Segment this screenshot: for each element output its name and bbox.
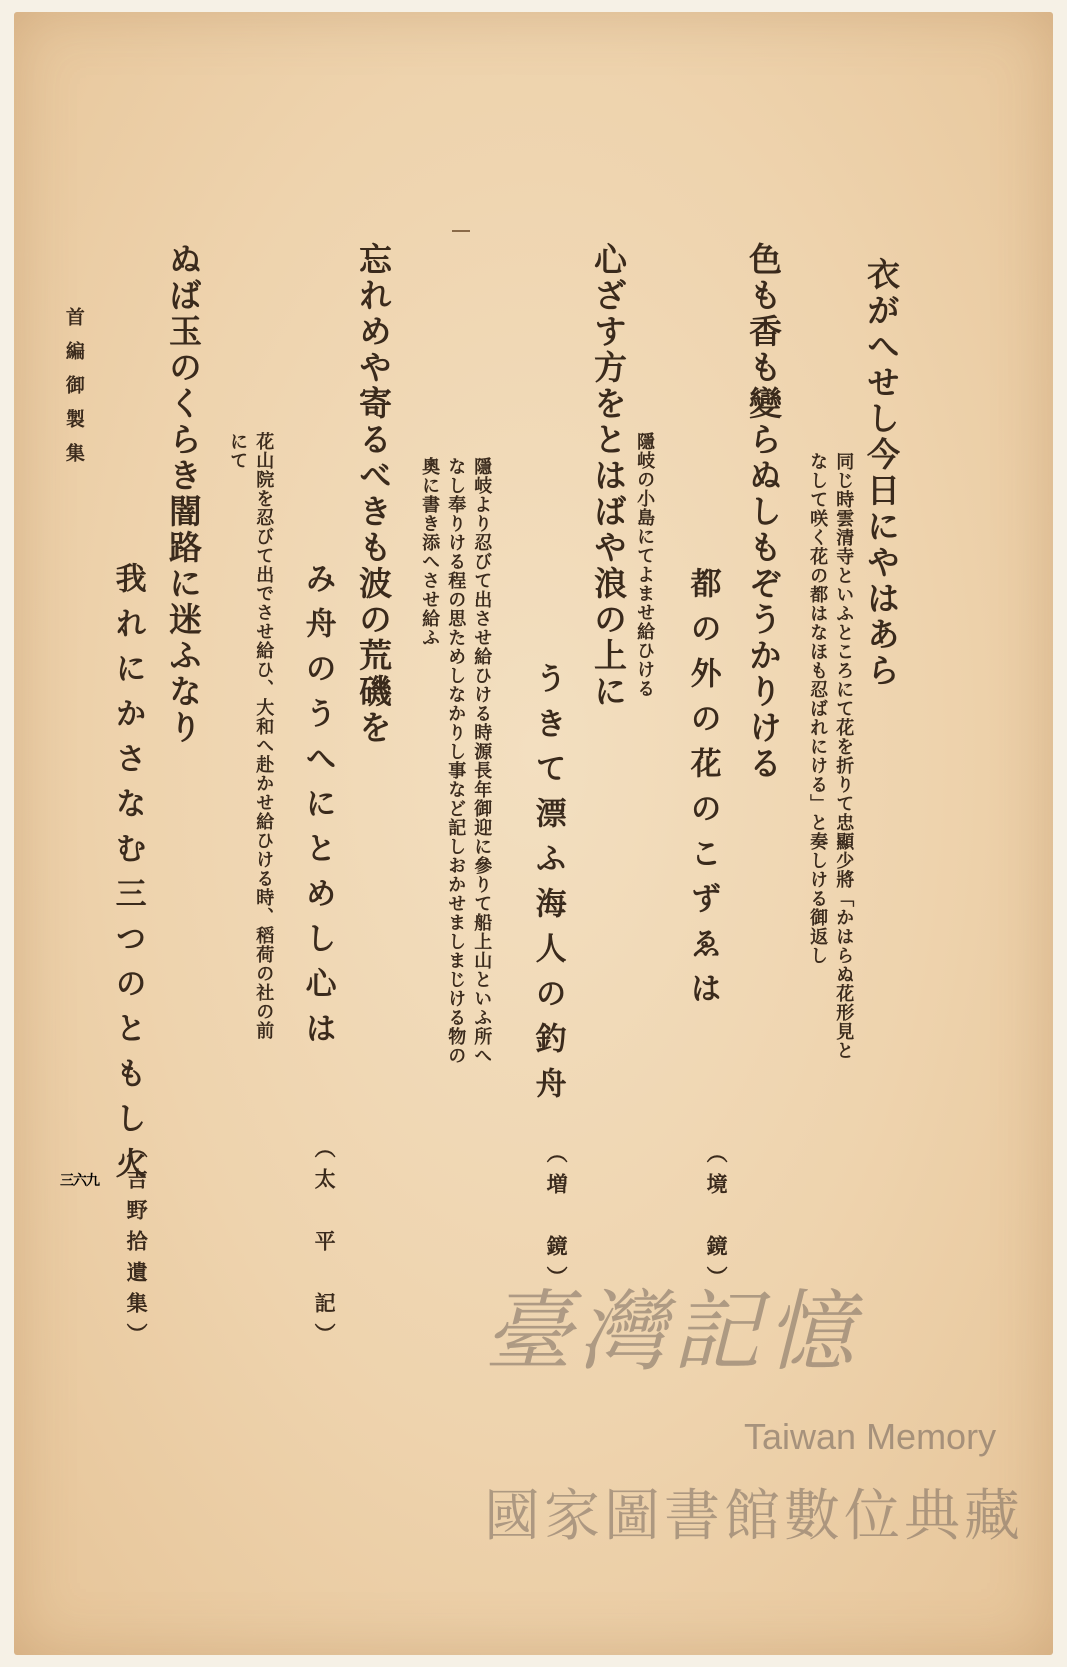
poem1-source: （境 鏡） — [704, 1142, 730, 1297]
divider-mark — [452, 230, 470, 232]
book-page — [14, 12, 1053, 1655]
poem2-source: （増 鏡） — [544, 1142, 570, 1297]
poem3-note-line1: 隱岐より忍びて出させ給ひける時源長年御迎に參りて船上山といふ所へ — [471, 457, 493, 1065]
poem4-note — [224, 432, 276, 1040]
poem4-main: ぬば玉のくらき闇路に迷ふなり — [163, 242, 203, 746]
poem4-lower: 我れにかさなむ三つのともし火 — [109, 562, 146, 1192]
poem4-source: （吉野拾遺集） — [124, 1137, 150, 1354]
poem1-upper-prefix: 衣がへせし今日にやはあら — [861, 257, 901, 689]
poem2-note: 隱岐の小島にてよませ給ひける — [634, 432, 656, 698]
poem3-note-line2: なし奉りける程の思ためしなかりし事など記しおかせましまじける物の — [445, 457, 467, 1065]
poem3-note — [416, 457, 494, 1065]
poem1-note-line2: なして咲く花の都はなほも忍ばれにける」と奏しける御返し — [807, 452, 829, 965]
poem4-note-line2: にて — [227, 432, 249, 470]
poem1-note — [804, 452, 856, 1060]
watermark-english: Taiwan Memory — [744, 1416, 997, 1457]
poem3-note-line3: 奧に書き添へさせ給ふ — [419, 457, 441, 647]
poem4-note-line1: 花山院を忍びて出でさせ給ひ、大和へ赴かせ給ひける時、稻荷の社の前 — [253, 432, 275, 1040]
poem1-note-line1: 同じ時雲清寺といふところにて花を折りて忠顯少將「かはらぬ花形見と — [833, 452, 855, 1060]
poem3-lower: み舟のうへにとめし心は — [299, 562, 336, 1057]
watermark-chinese: 國家圖書館數位典藏 — [484, 1484, 1024, 1549]
poem3-source: （太 平 記） — [312, 1137, 338, 1354]
poem2-lower: うきて漂ふ海人の釣舟 — [529, 662, 566, 1112]
watermark-calligraphy: 臺灣記憶 — [484, 1280, 861, 1383]
poem1-main: 色も香も變らぬしもぞうかりける — [743, 242, 783, 782]
page-number: 三六九 — [60, 1173, 99, 1189]
poem2-main: 心ざす方をとはばや浪の上に — [588, 242, 628, 710]
running-header: 首編御製集 — [62, 307, 85, 477]
poem1-lower: 都の外の花のこずゑは — [684, 567, 721, 1017]
poem3-main: 忘れめや寄るべきも波の荒磯を — [353, 242, 393, 746]
